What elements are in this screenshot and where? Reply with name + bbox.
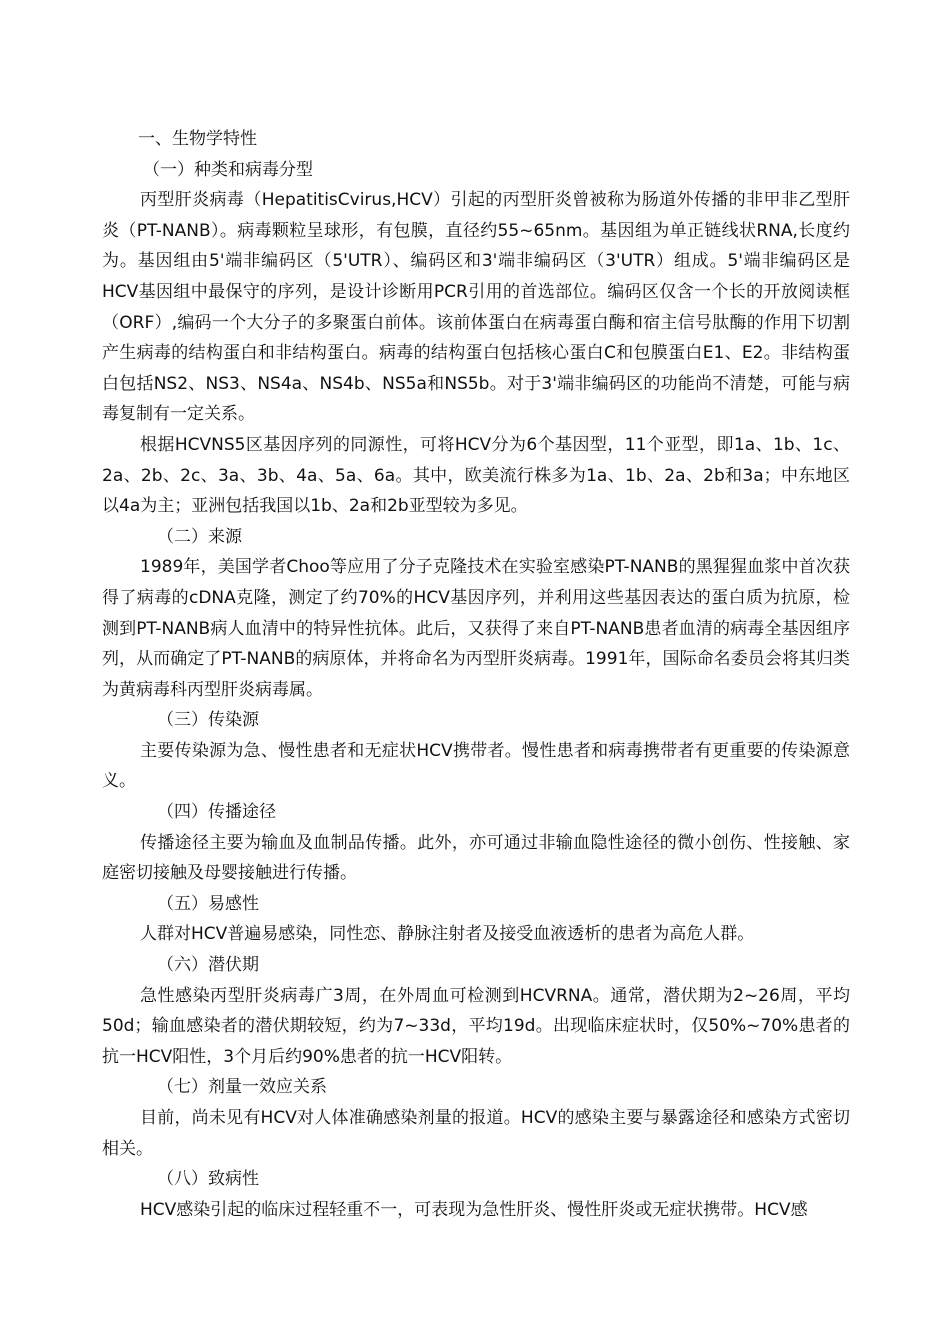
subsection-title-susceptibility: （五）易感性 (157, 893, 259, 914)
paragraph-infection-source: 主要传染源为急、慢性患者和无症状HCV携带者。慢性患者和病毒携带者有更重要的传染源意义。 (102, 740, 850, 792)
paragraph-dose-response: 目前，尚未见有HCV对人体准确感染剂量的报道。HCV的感染主要与暴露途径和感染方式密切相关。 (102, 1108, 850, 1159)
paragraph-virus-description: 丙型肝炎病毒（HepatitisCvirus,HCV）引起的丙型肝炎曾被称为肠道外传播的非甲非乙型肝炎（PT-NANB）。病毒颗粒呈球形，有包膜，直径约55~65nm。基因组为单正链线状RNA,长度约为。基因组由5'端非编码区（5'UTR）、编码区和3'端非编码区（3'UTR）组成。5'端非编码区是HCV基因组中最保守的序列，是设计诊断用PCR引用的首选部位。编码区仅含一个长的开放阅读框（ORF）,编码一个大分子的多聚蛋白前体。该前体蛋白在病毒蛋白酶和宿主信号肽酶的作用下切割产生病毒的结构蛋白和非结构蛋白。病毒的结构蛋白包括核心蛋白C和包膜蛋白E1、E2。非结构蛋白包括NS2、NS3、NS4a、NS4b、NS5a和NS5b。对于3'端非编码区的功能尚不清楚，可能与病毒复制有一定关系。 (102, 190, 850, 425)
paragraph-genotypes: 根据HCVNS5区基因序列的同源性，可将HCV分为6个基因型，11个亚型，即1a、1b、1c、2a、2b、2c、3a、3b、4a、5a、6a。其中，欧美流行株多为1a、1b、2a、2b和3a；中东地区以4a为主；亚洲包括我国以1b、2a和2b亚型较为多见。 (102, 434, 850, 517)
paragraph-susceptibility: 人群对HCV普遍易感染，同性恋、静脉注射者及接受血液透析的患者为高危人群。 (140, 924, 755, 945)
subsection-title-origin: （二）来源 (157, 526, 242, 547)
subsection-title-pathogenicity: （八）致病性 (157, 1169, 259, 1190)
subsection-title-transmission: （四）传播途径 (157, 802, 276, 823)
subsection-title-dose-response: （七）剂量一效应关系 (157, 1077, 327, 1098)
paragraph-transmission: 传播途径主要为输血及血制品传播。此外，亦可通过非输血隐性途径的微小创伤、性接触、家庭密切接触及母婴接触进行传播。 (102, 832, 850, 884)
document-body (102, 124, 850, 1225)
subsection-title-types: （一）种类和病毒分型 (143, 159, 313, 180)
subsection-title-infection-source: （三）传染源 (157, 710, 259, 731)
section-title: 一、生物学特性 (138, 129, 257, 149)
paragraph-incubation: 急性感染丙型肝炎病毒广3周，在外周血可检测到HCVRNA。通常，潜伏期为2~26周，平均50d；输血感染者的潜伏期较短，约为7~33d，平均19d。出现临床症状时，仅50%~70%患者的抗一HCV阳性，3个月后约90%患者的抗一HCV阳转。 (102, 985, 850, 1067)
paragraph-origin: 1989年，美国学者Choo等应用了分子克隆技术在实验室感染PT-NANB的黑猩猩血浆中首次获得了病毒的cDNA克隆，测定了约70%的HCV基因序列，并利用这些基因表达的蛋白质为抗原，检测到PT-NANB病人血清中的特异性抗体。此后，又获得了来自PT-NANB患者血清的病毒全基因组序列，从而确定了PT-NANB的病原体，并将命名为丙型肝炎病毒。1991年，国际命名委员会将其归类为黄病毒科丙型肝炎病毒属。 (102, 557, 850, 700)
subsection-title-incubation: （六）潜伏期 (157, 955, 259, 976)
paragraph-pathogenicity: HCV感染引起的临床过程轻重不一，可表现为急性肝炎、慢性肝炎或无症状携带。HCV感 (140, 1199, 808, 1220)
